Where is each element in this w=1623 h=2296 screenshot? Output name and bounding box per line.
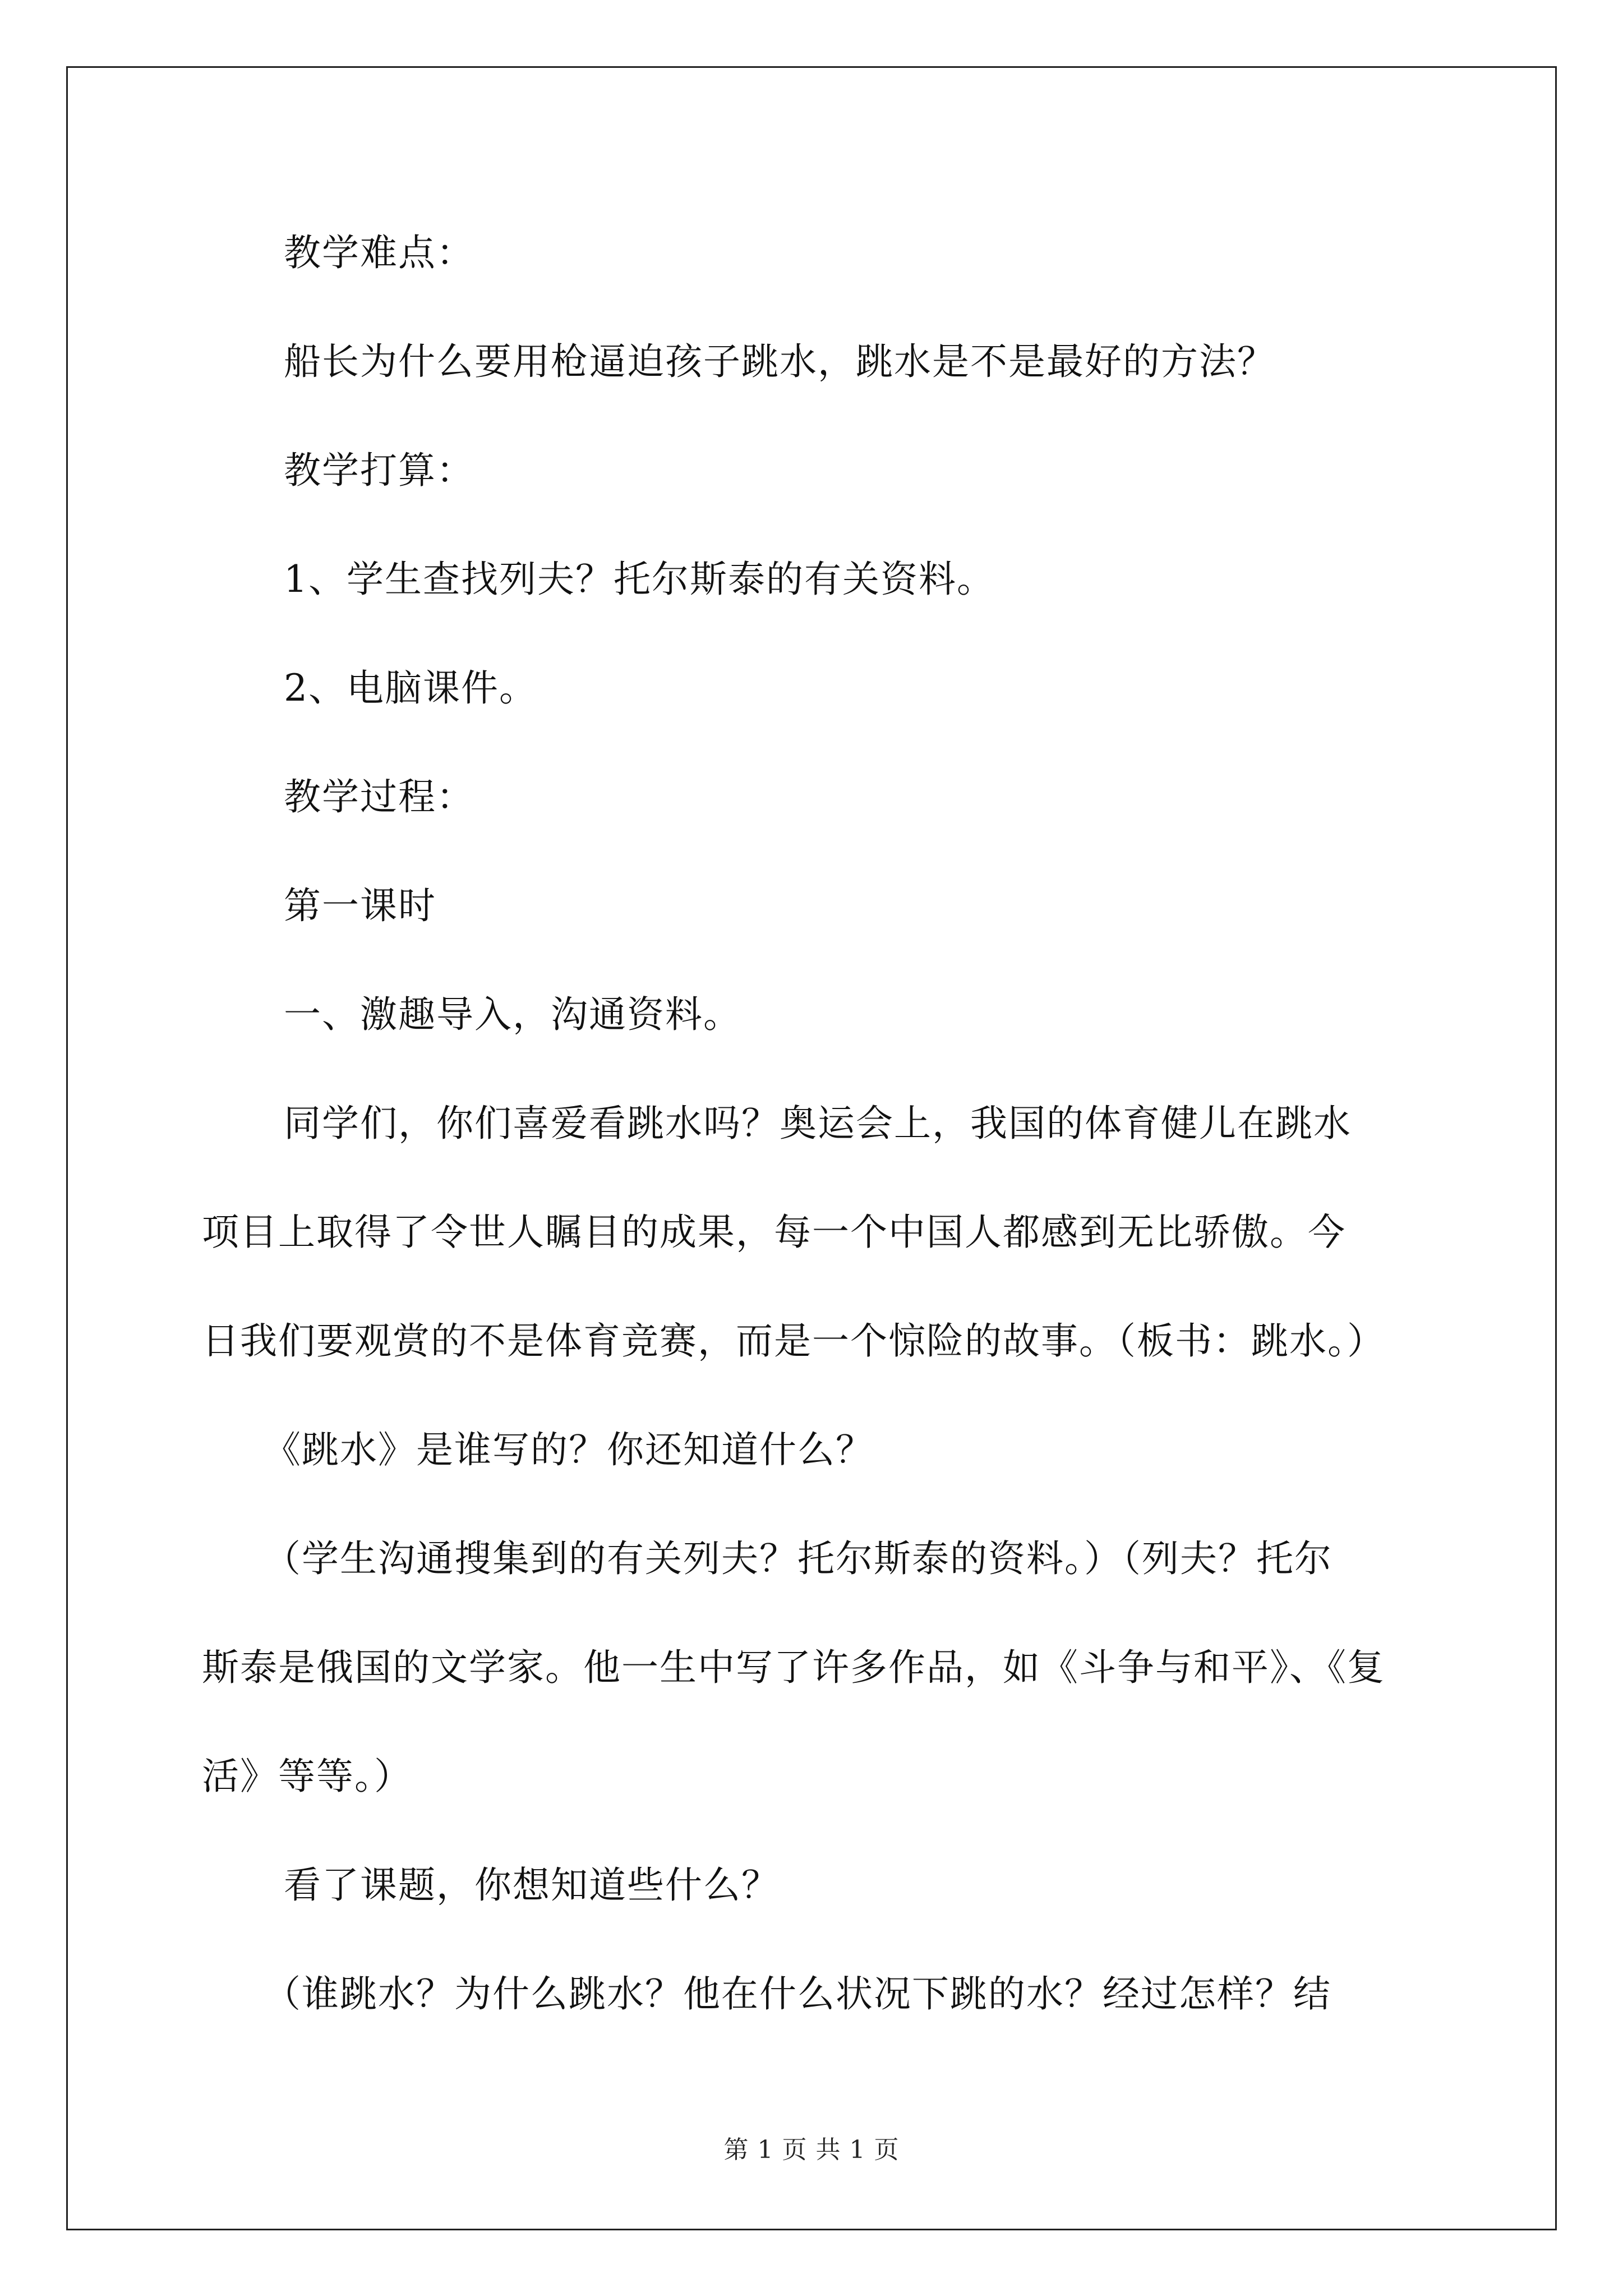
- paragraph-last: （谁跳水？为什么跳水？他在什么状况下跳的水？经过怎样？结: [264, 1972, 1331, 2016]
- heading-teaching-difficulty: 教学难点：: [284, 231, 474, 274]
- paragraph-material-line-1: （学生沟通搜集到的有关列夫？托尔斯泰的资料。）（列夫？托尔: [264, 1537, 1332, 1580]
- section-heading-intro: 一、激趣导入，沟通资料。: [284, 993, 741, 1036]
- heading-teaching-process: 教学过程：: [284, 775, 474, 818]
- paragraph-intro-line-2: 项目上取得了令世人瞩目的成果，每一个中国人都感到无比骄傲。今: [202, 1211, 1346, 1254]
- paragraph-material-line-3: 活》等等。）: [202, 1755, 412, 1798]
- paragraph-material-line-2: 斯泰是俄国的文学家。他一生中写了许多作品，如《斗争与和平》、《复: [202, 1646, 1385, 1689]
- page-footer: 第 1 页 共 1 页: [723, 2136, 900, 2164]
- heading-teaching-prep: 教学打算：: [284, 449, 474, 492]
- paragraph-topic: 看了课题，你想知道些什么？: [284, 1864, 780, 1907]
- paragraph-difficulty-question: 船长为什么要用枪逼迫孩子跳水，跳水是不是最好的方法？: [284, 340, 1275, 383]
- prep-item-2: 2、电脑课件。: [284, 666, 537, 710]
- prep-item-1: 1、学生查找列夫？托尔斯泰的有关资料。: [284, 558, 995, 601]
- paragraph-intro-line-1: 同学们，你们喜爱看跳水吗？奥运会上，我国的体育健儿在跳水: [284, 1102, 1352, 1145]
- lesson-label: 第一课时: [284, 884, 436, 927]
- paragraph-intro-line-3: 日我们要观赏的不是体育竞赛，而是一个惊险的故事。（板书：跳水。）: [202, 1319, 1385, 1363]
- paragraph-question: 《跳水》是谁写的？你还知道什么？: [264, 1428, 874, 1471]
